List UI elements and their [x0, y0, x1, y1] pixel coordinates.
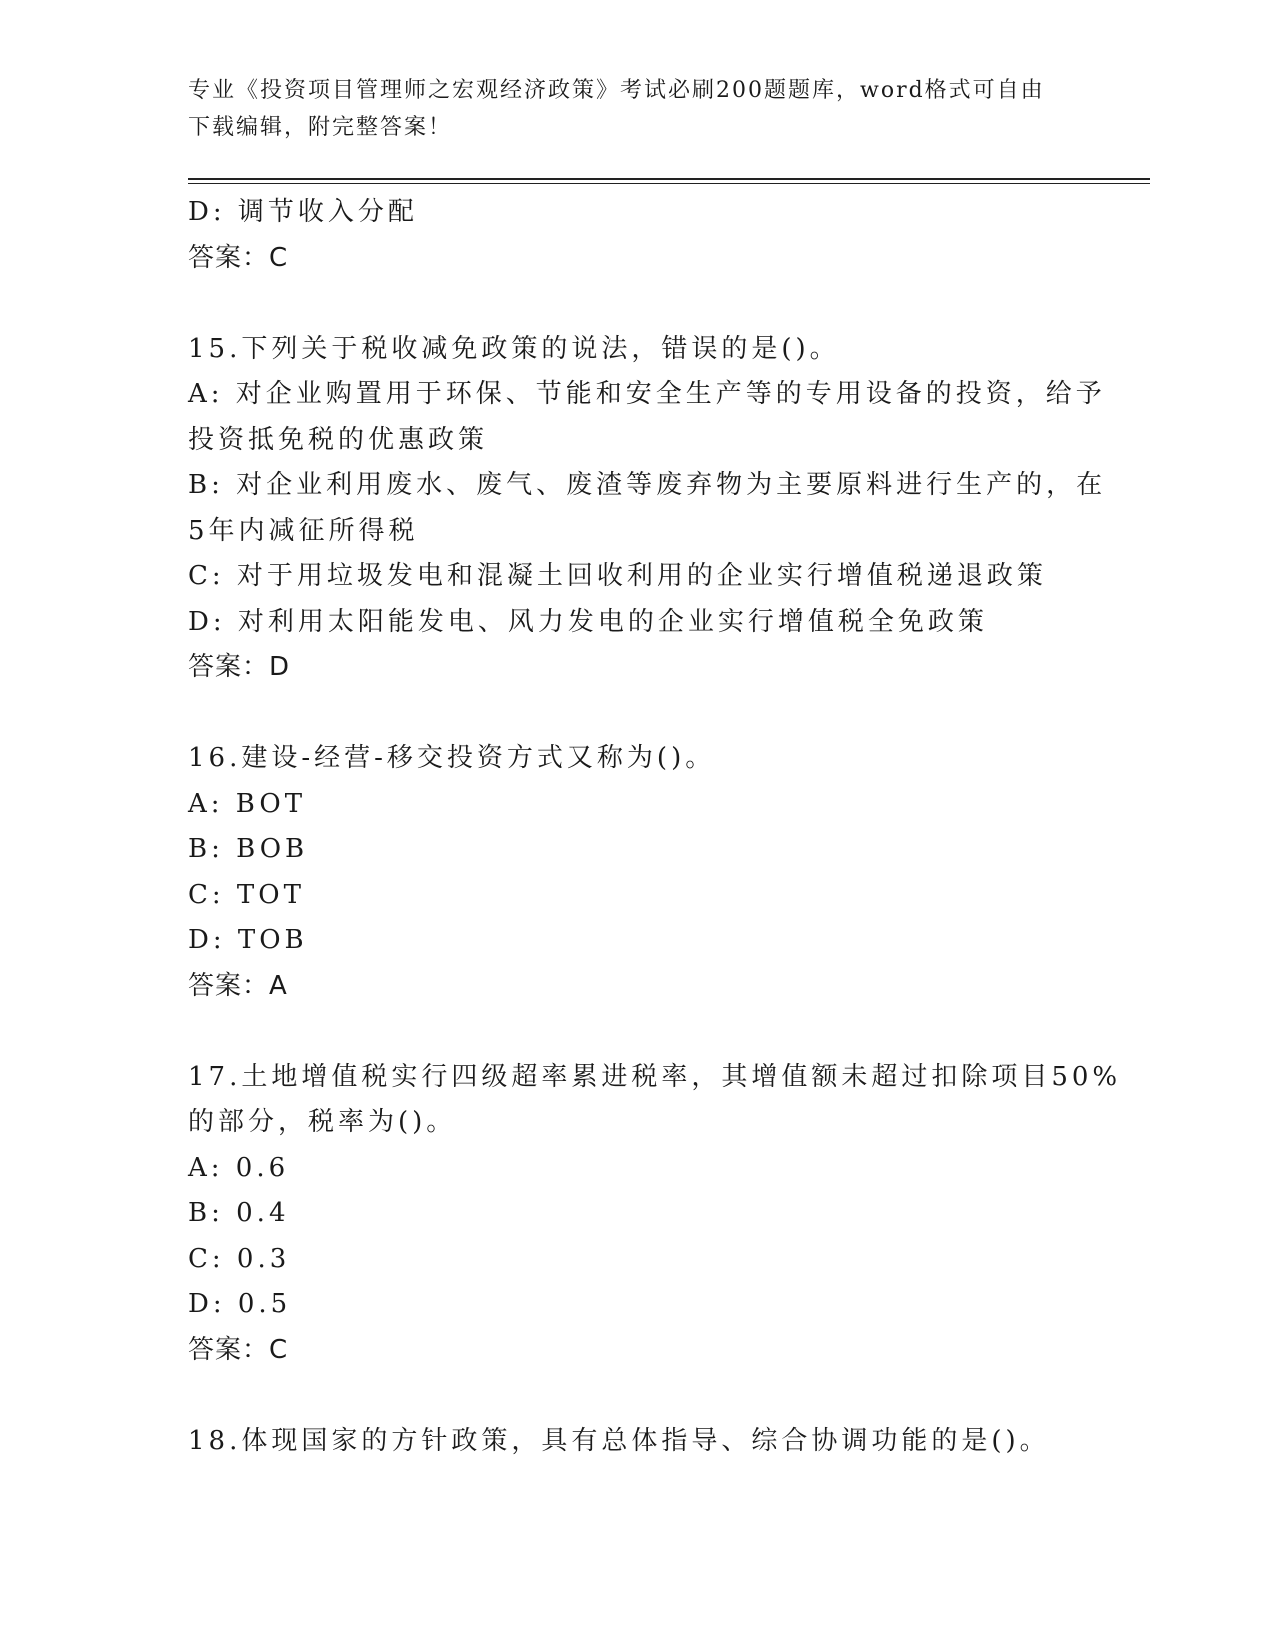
- option-d: D: 调节收入分配: [188, 197, 418, 227]
- option-c: C: 0.3: [188, 1243, 291, 1274]
- answer: 答案：A: [188, 970, 288, 1001]
- option-c: C: 对于用垃圾发电和混凝土回收利用的企业实行增值税递退政策: [188, 561, 1047, 591]
- spacer: [188, 281, 1068, 327]
- option-a-line-2: 投资抵免税的优惠政策: [188, 424, 489, 455]
- option-b-line-1: B: 对企业利用废水、废气、废渣等废弃物为主要原料进行生产的，在: [188, 470, 1107, 500]
- header-line-1: 专业《投资项目管理师之宏观经济政策》考试必刷200题题库，word格式可自由: [188, 78, 1045, 103]
- question-text-line-2: 的部分，税率为()。: [188, 1107, 457, 1137]
- spacer: [188, 1009, 1068, 1055]
- option-d: D: TOB: [188, 925, 308, 955]
- option-a: A: BOT: [188, 788, 307, 819]
- document-body: [188, 190, 1122, 1464]
- question-text-line-1: 17.土地增值税实行四级超率累进税率，其增值额未超过扣除项目50%: [188, 1061, 1122, 1092]
- option-b-line-2: 5年内减征所得税: [188, 515, 419, 546]
- answer: 答案：C: [188, 242, 289, 273]
- question-15: [188, 327, 1107, 691]
- question-text: 16.建设-经营-移交投资方式又称为()。: [188, 743, 716, 773]
- option-a-line-1: A: 对企业购置用于环保、节能和安全生产等的专用设备的投资，给予: [188, 379, 1106, 409]
- option-d: D: 0.5: [188, 1289, 292, 1319]
- answer: 答案：C: [188, 1334, 289, 1365]
- spacer: [188, 691, 1068, 737]
- option-c: C: TOT: [188, 879, 305, 910]
- header-divider-thin: [188, 183, 1150, 184]
- answer: 答案：D: [188, 652, 291, 682]
- question-18: [188, 1419, 1068, 1465]
- question-16: [188, 736, 1068, 1009]
- header-divider-thick: [188, 178, 1150, 180]
- question-text: 15.下列关于税收减免政策的说法，错误的是()。: [188, 333, 840, 364]
- document-header: [188, 72, 1068, 146]
- question-17: [188, 1055, 1122, 1374]
- question-14-tail: [188, 190, 1068, 281]
- option-d: D: 对利用太阳能发电、风力发电的企业实行增值税全免政策: [188, 606, 988, 637]
- option-b: B: BOB: [188, 834, 309, 864]
- header-line-2: 下载编辑，附完整答案！: [188, 115, 453, 140]
- option-b: B: 0.4: [188, 1198, 290, 1228]
- question-text: 18.体现国家的方针政策，具有总体指导、综合协调功能的是()。: [188, 1425, 1050, 1456]
- spacer: [188, 1373, 1068, 1419]
- option-a: A: 0.6: [188, 1152, 290, 1183]
